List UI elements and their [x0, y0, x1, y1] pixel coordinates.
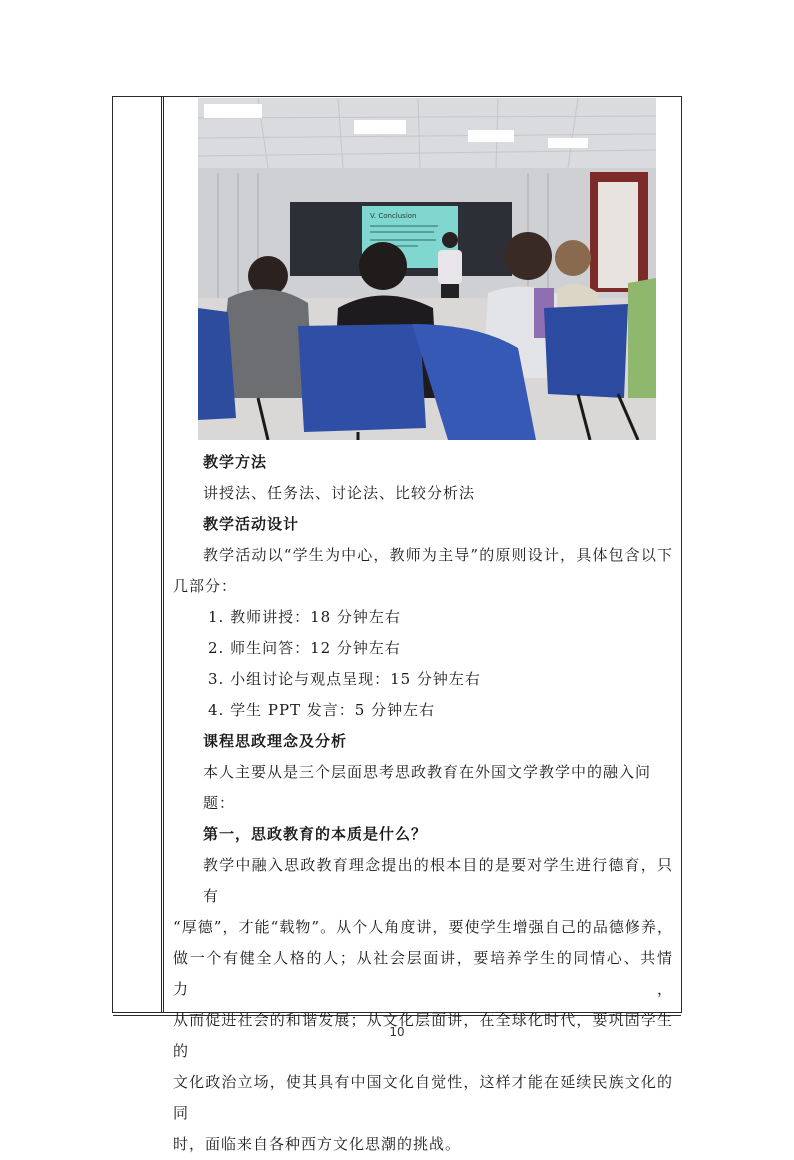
activity-item-3: 3. 小组讨论与观点呈现：15 分钟左右: [208, 670, 481, 688]
ideology-line-5: 文化政治立场，使其具有中国文化自觉性，这样才能在延续民族文化的同: [173, 1073, 673, 1122]
classroom-photo: [198, 98, 656, 440]
section-heading-ideology: 课程思政理念及分析: [203, 732, 348, 750]
section-heading-teaching-methods: 教学方法: [203, 453, 268, 471]
activity-item-2: 2. 师生问答：12 分钟左右: [208, 639, 401, 657]
activity-item-4: 4. 学生 PPT 发言：5 分钟左右: [208, 701, 436, 719]
text-block-methods: [173, 447, 673, 1160]
activity-item-1: 1. 教师讲授：18 分钟左右: [208, 608, 401, 626]
table-column-divider-inner: [163, 97, 164, 1012]
teaching-methods-text: 讲授法、任务法、讨论法、比较分析法: [203, 484, 476, 502]
ideology-line-4: 从而促进社会的和谐发展；从文化层面讲，在全球化时代，要巩固学生的: [173, 1011, 673, 1060]
activity-design-intro-line2: 几部分：: [173, 577, 238, 595]
page-number: 10: [389, 1025, 405, 1039]
slide-title: V. Conclusion: [370, 212, 417, 220]
ideology-line-2: “厚德”，才能“载物”。从个人角度讲，要使学生增强自己的品德修养，: [173, 918, 673, 936]
ideology-intro: 本人主要从是三个层面思考思政教育在外国文学教学中的融入问题：: [203, 763, 652, 812]
activity-design-intro-line1: 教学活动以“学生为中心，教师为主导”的原则设计，具体包含以下: [203, 546, 673, 564]
table-column-divider: [161, 97, 162, 1012]
ideology-line-3: 做一个有健全人格的人；从社会层面讲，要培养学生的同情心、共情力，: [173, 949, 673, 998]
section-heading-activity-design: 教学活动设计: [203, 515, 300, 533]
ideology-line-6: 时，面临来自各种西方文化思潮的挑战。: [173, 1135, 462, 1153]
ideology-subheading: 第一，思政教育的本质是什么？: [203, 825, 428, 843]
ideology-line-1: 教学中融入思政教育理念提出的根本目的是要对学生进行德育，只有: [203, 856, 673, 905]
